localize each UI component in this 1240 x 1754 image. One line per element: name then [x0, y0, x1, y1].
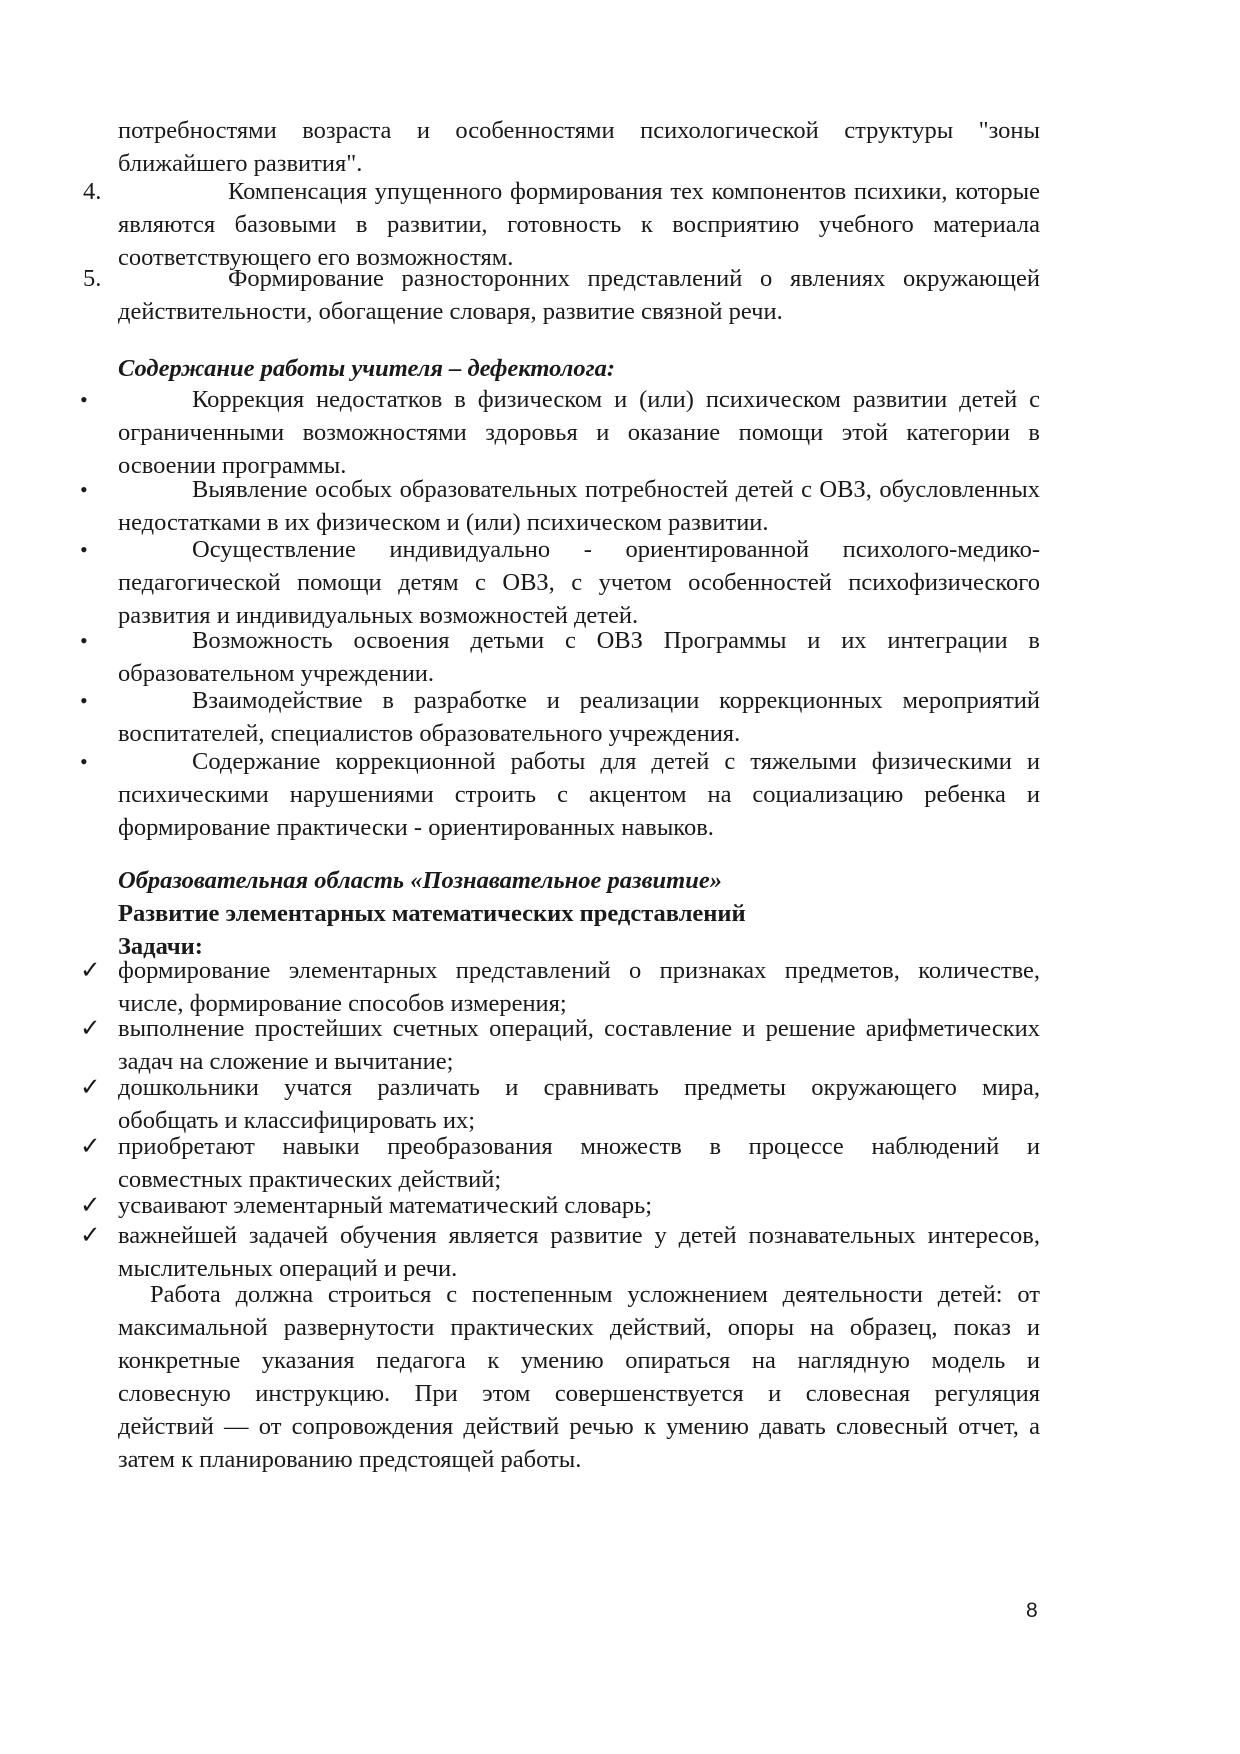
check-line: приобретают навыки преобразования множеств в процессе наблюдений и [118, 1133, 1040, 1160]
checkmark-icon: ✓ [80, 957, 101, 984]
intro-paragraph [118, 114, 1040, 180]
tasks-label: Задачи: [118, 933, 203, 960]
closing-paragraph [118, 1278, 1040, 1476]
item-line: Компенсация упущенного формирования тех компонентов психики, которые [228, 178, 1040, 205]
check-line: дошкольники учатся различать и сравнивать предметы окружающего мира, [118, 1074, 1040, 1101]
paragraph-line: затем к планированию предстоящей работы. [118, 1446, 582, 1473]
bullet-icon: • [80, 749, 88, 774]
checkmark-icon: ✓ [80, 1222, 101, 1249]
bullet-line: освоении программы. [118, 452, 347, 479]
item-number: 5. [83, 265, 102, 292]
item-line: Формирование разносторонних представлений о явлениях окружающей [228, 265, 1040, 292]
bullet-item [80, 473, 1040, 539]
intro-line: потребностями возраста и особенностями психологической структуры "зоны [118, 117, 1040, 144]
defectologist-heading: Содержание работы учителя – дефектолога: [118, 355, 616, 382]
paragraph-line: действий — от сопровождения действий речью к умению давать словесный отчет, а [118, 1413, 1040, 1440]
checkmark-icon: ✓ [80, 1192, 101, 1219]
bullet-icon: • [80, 688, 88, 713]
check-line: задач на сложение и вычитание; [118, 1048, 454, 1075]
cognitive-headings [118, 864, 1040, 963]
area-heading: Образовательная область «Познавательное развитие» [118, 867, 722, 894]
section-heading [118, 352, 1040, 385]
check-line: совместных практических действий; [118, 1166, 502, 1193]
bullet-line: Выявление особых образовательных потребностей детей с ОВЗ, обусловленных [192, 476, 1040, 503]
check-line: числе, формирование способов измерения; [118, 990, 567, 1017]
bullet-item [80, 684, 1040, 750]
paragraph-line: словесную инструкцию. При этом совершенствуется и словесная регуляция [118, 1380, 1040, 1407]
checkmark-icon: ✓ [80, 1074, 101, 1101]
bullet-icon: • [80, 477, 88, 502]
bullet-line: воспитателей, специалистов образовательного учреждения. [118, 720, 741, 747]
check-line: выполнение простейших счетных операций, составление и решение арифметических [118, 1015, 1040, 1042]
check-line: формирование элементарных представлений о признаках предметов, количестве, [118, 957, 1040, 984]
bullet-item [80, 383, 1040, 482]
check-item [80, 954, 1040, 1020]
item-line: соответствующего его возможностям. [118, 244, 514, 271]
bullet-line: психическими нарушениями строить с акцентом на социализацию ребенка и [118, 781, 1040, 808]
bullet-line: формирование практически - ориентированных навыков. [118, 814, 714, 841]
bullet-item [80, 533, 1040, 632]
check-item [80, 1012, 1040, 1078]
bullet-line: Возможность освоения детьми с ОВЗ Программы и их интеграции в [192, 627, 1040, 654]
item-line: действительности, обогащение словаря, развитие связной речи. [118, 298, 783, 325]
bullet-icon: • [80, 387, 88, 412]
bullet-line: Коррекция недостатков в физическом и (или) психическом развитии детей с [192, 386, 1040, 413]
bullet-line: развития и индивидуальных возможностей детей. [118, 602, 639, 629]
item-line: являются базовыми в развитии, готовность к восприятию учебного материала [118, 211, 1040, 238]
bullet-item [80, 745, 1040, 844]
item-number: 4. [83, 178, 102, 205]
check-line: мыслительных операций и речи. [118, 1255, 458, 1282]
bullet-line: Взаимодействие в разработке и реализации коррекционных мероприятий [192, 687, 1040, 714]
numbered-item [83, 262, 1040, 328]
bullet-item [80, 624, 1040, 690]
intro-line: ближайшего развития". [118, 150, 363, 177]
check-item [80, 1071, 1040, 1137]
paragraph-line: Работа должна строиться с постепенным усложнением деятельности детей: от [150, 1281, 1040, 1308]
bullet-icon: • [80, 537, 88, 562]
checkmark-icon: ✓ [80, 1133, 101, 1160]
page-number: 8 [1026, 1599, 1038, 1622]
paragraph-line: максимальной развернутости практических действий, опоры на образец, показ и [118, 1314, 1040, 1341]
check-line: обобщать и классифицировать их; [118, 1107, 476, 1134]
check-item [80, 1189, 1040, 1222]
bullet-line: Осуществление индивидуально - ориентированной психолого-медико- [192, 536, 1040, 563]
bullet-line: педагогической помощи детям с ОВЗ, с учетом особенностей психофизического [118, 569, 1040, 596]
bullet-line: Содержание коррекционной работы для детей с тяжелыми физическими и [192, 748, 1040, 775]
check-line: важнейшей задачей обучения является развитие у детей познавательных интересов, [118, 1222, 1040, 1249]
subheading: Развитие элементарных математических представлений [118, 900, 746, 927]
checkmark-icon: ✓ [80, 1015, 101, 1042]
bullet-line: недостатками в их физическом и (или) психическом развитии. [118, 509, 769, 536]
bullet-line: ограниченными возможностями здоровья и оказание помощи этой категории в [118, 419, 1040, 446]
bullet-line: образовательном учреждении. [118, 660, 435, 687]
check-line: усваивают элементарный математический словарь; [118, 1192, 653, 1219]
numbered-item [83, 175, 1040, 274]
check-item [80, 1219, 1040, 1285]
bullet-icon: • [80, 628, 88, 653]
check-item [80, 1130, 1040, 1196]
paragraph-line: конкретные указания педагога к умению опираться на наглядную модель и [118, 1347, 1040, 1374]
